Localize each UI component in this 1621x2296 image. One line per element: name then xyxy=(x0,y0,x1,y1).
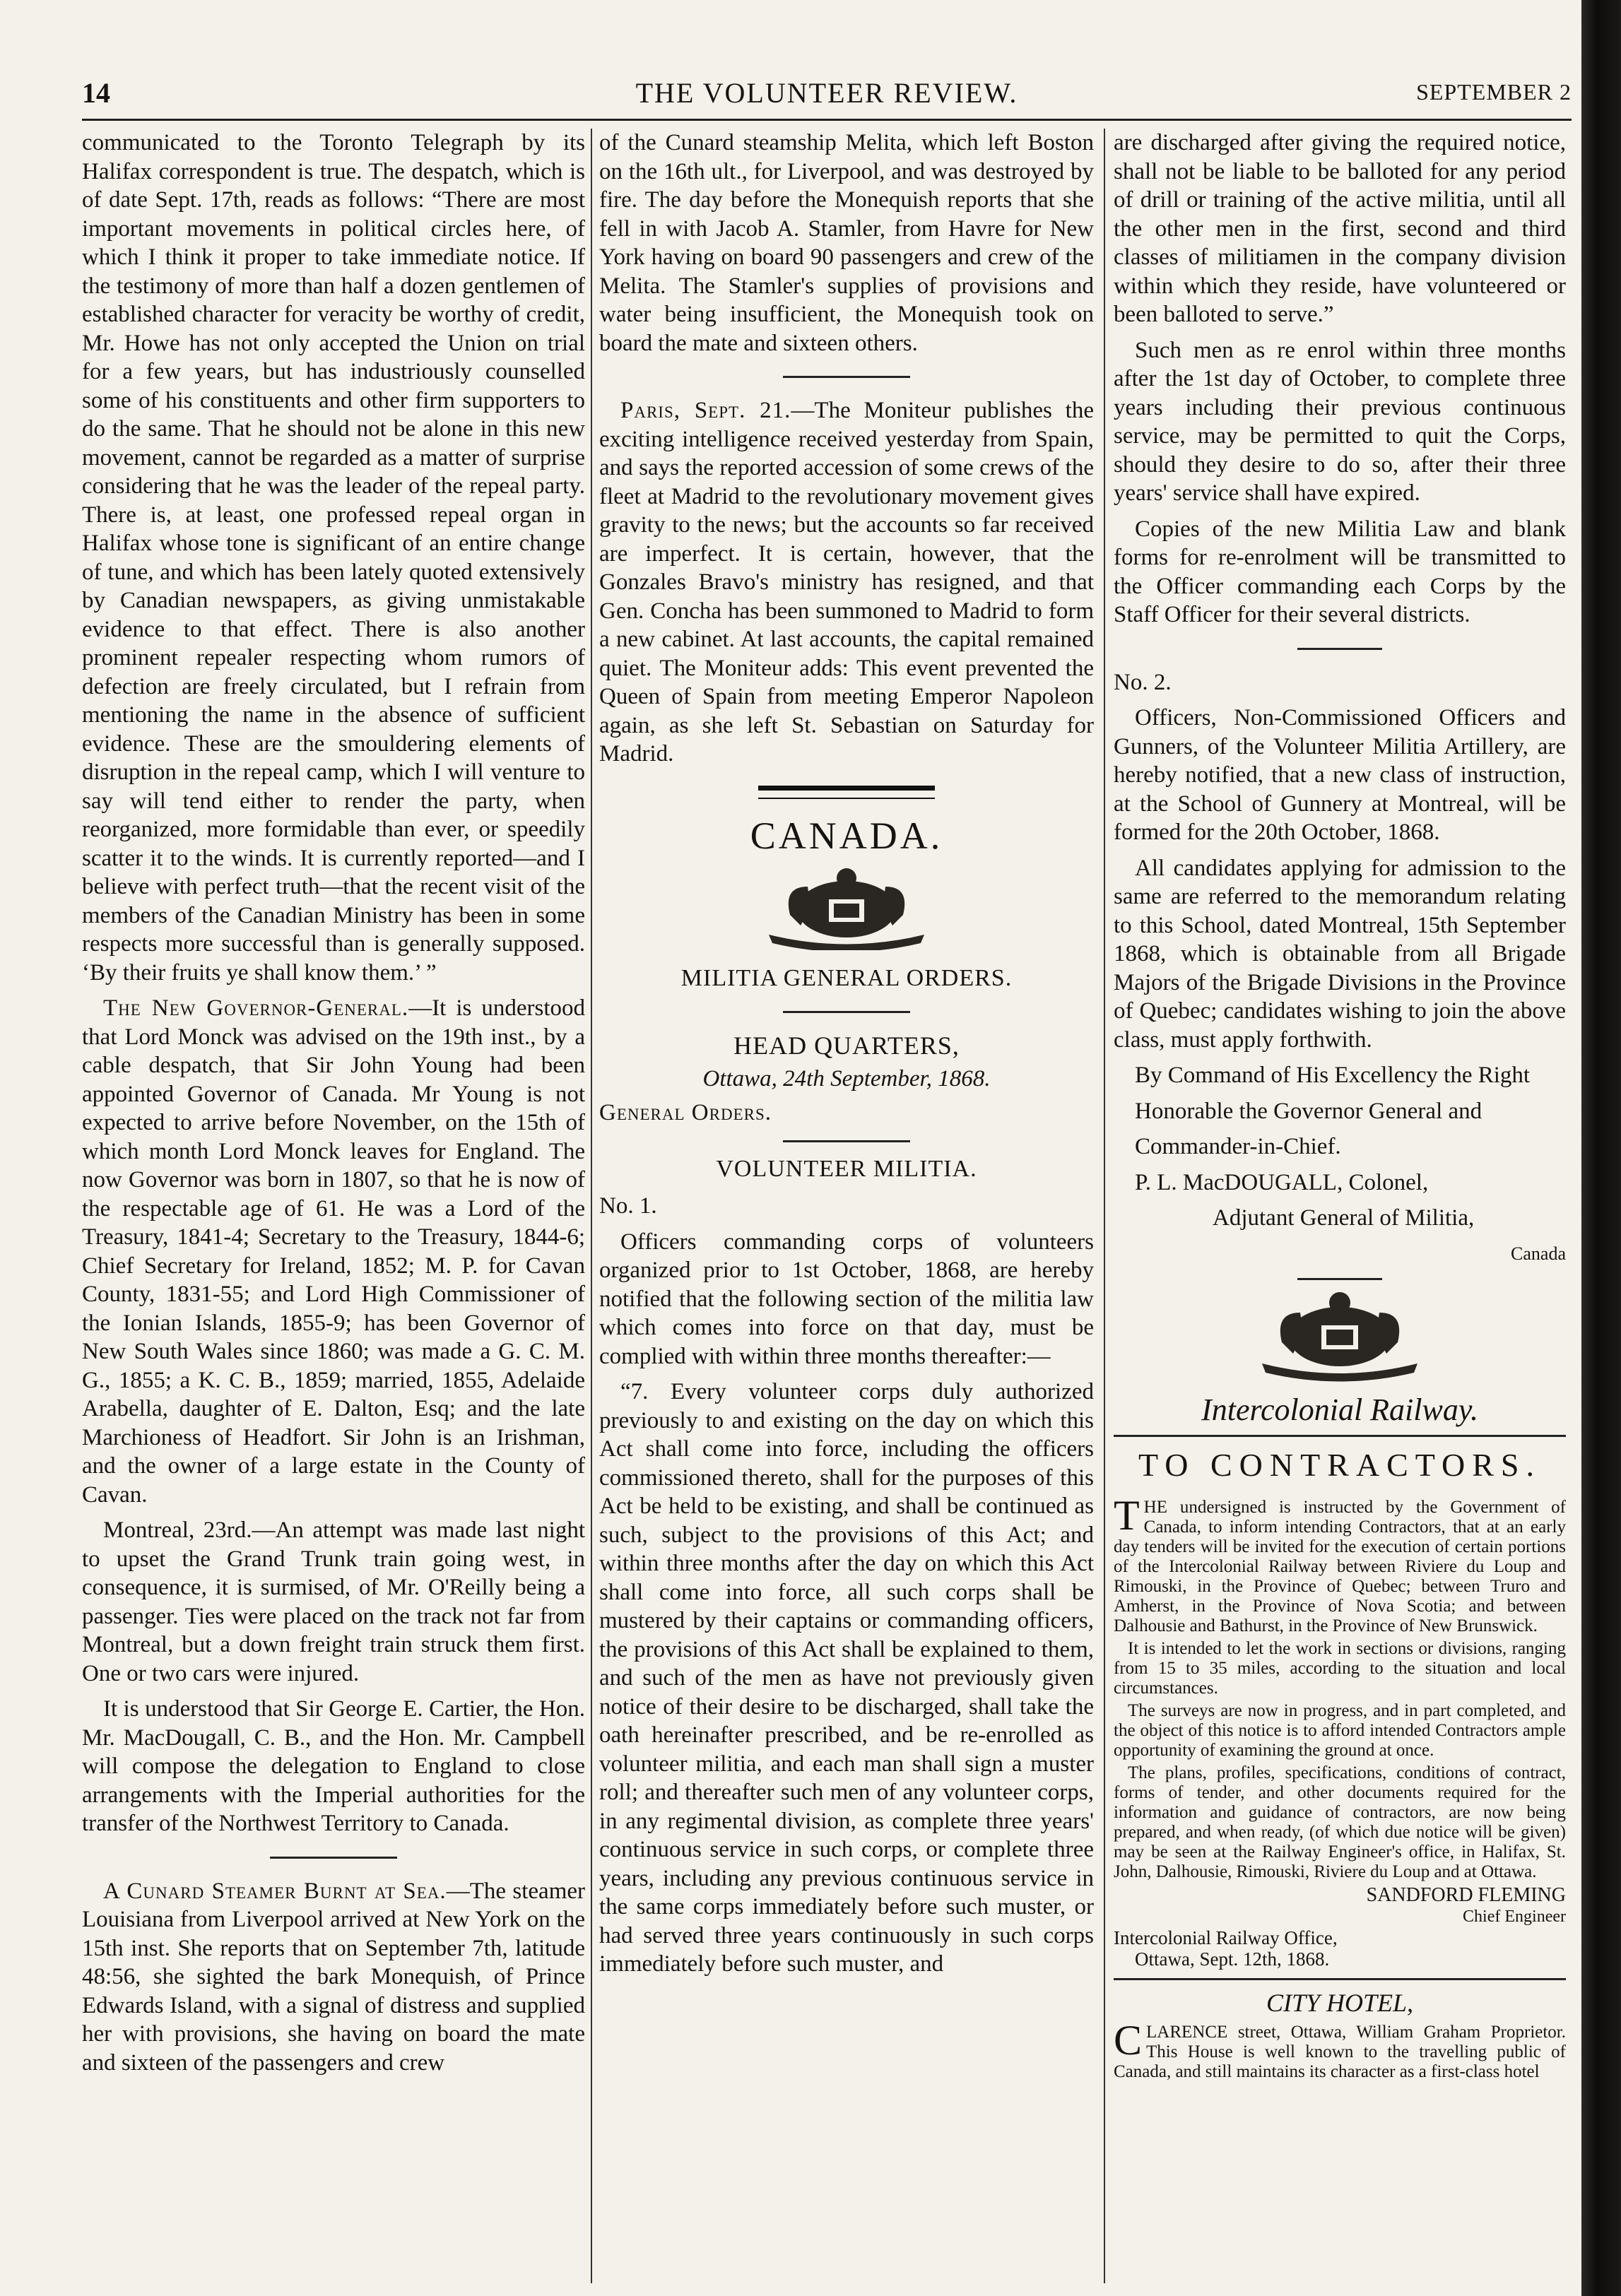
ad-office-line: Intercolonial Railway Office, xyxy=(1114,1927,1338,1948)
royal-arms-crest-icon xyxy=(1234,1290,1446,1382)
section-rule xyxy=(270,1857,397,1859)
railway-advertisement xyxy=(1114,1491,1566,1882)
section-rule xyxy=(1297,1278,1382,1280)
signature-line: By Command of His Excellency the Right xyxy=(1135,1063,1531,1088)
section-rule-thin xyxy=(758,798,935,799)
hotel-advertisement xyxy=(1114,2017,1566,2082)
section-rule-thick xyxy=(758,786,935,791)
header-rule xyxy=(82,119,1572,121)
ad-paragraph: It is intended to let the work in sections or divisions, ranging from 15 to 35 miles, according to the situation and local circumstances. xyxy=(1114,1638,1566,1698)
ad-paragraph: HE undersigned is instructed by the Government of Canada, to inform intending Contractors, that at an early day tenders will be invited for the execution of certain portions of the Intercolonial Railway between Riviere du Loup and Rimouski, in the Province of Quebec; between Truro and Amherst, in the Province of Nova Scotia; and between Dalhousie and Bathurst, in the Province of New Brunswick. xyxy=(1114,1497,1566,1635)
article-paragraph: It is understood that Sir George E. Cartier, the Hon. Mr. MacDougall, C. B., and the Hon. Mr. Campbell will compose the delegation to England to close arrangements with the Imperial authorities for the transfer of the Northwest Territory to Canada. xyxy=(82,1696,585,1836)
article-lead: A Cunard Steamer Burnt at Sea. xyxy=(103,1878,447,1904)
article-paragraph xyxy=(82,994,585,1509)
contractors-heading: TO CONTRACTORS. xyxy=(1138,1446,1542,1483)
orders-heading: MILITIA GENERAL ORDERS. xyxy=(680,964,1013,991)
ad-signature: SANDFORD FLEMING xyxy=(1366,1883,1566,1906)
article-lead: The New Governor-General. xyxy=(103,995,409,1021)
hotel-heading: CITY HOTEL, xyxy=(1266,1988,1414,2017)
article-paragraph: Such men as re enrol within three months after the 1st day of October, to complete three years including their previous continuous service, may be permitted to quit the Corps, should they desire to do so, after their three years' service shall have expired. xyxy=(1114,337,1566,506)
article-text: —It is understood that Lord Monck was advised on the 19th inst., by a cable despatch, that Sir John Young had been appointed Governor of Canada. Mr Young is not expected to arrive before November, on the 15th of which month Lord Monck leaves for England. The now Governor was born in 1807, so that he is now of the respectable age of 61. He was a Lord of the Treasury, 1841-4; Secretary to the Treasury, 1844-6; Chief Secretary for Ireland, 1852; M. P. for Cavan County, 1831-55; and Lord High Commissioner of the Ionian Islands, 1855-9; has been Governor of New South Wales since 1860; was made a G. C. M. G., 1855; a K. C. B., 1859; married, 1855, Adelaide Arabella, daughter of E. Dalton, Esq; and the late Marchioness of Headfort. Sir John is an Irishman, and the owner of a large estate in the County of Cavan. xyxy=(82,995,585,1508)
order-number: No. 2. xyxy=(1114,669,1172,695)
ad-rule xyxy=(1114,1978,1566,1980)
railway-heading: Intercolonial Railway. xyxy=(1201,1392,1478,1427)
order-number: No. 1. xyxy=(599,1193,657,1219)
article-paragraph xyxy=(82,1877,585,2078)
column-2 xyxy=(599,129,1094,2283)
article-lead: Paris, Sept. 21. xyxy=(620,398,791,423)
article-paragraph xyxy=(599,396,1094,769)
article-paragraph: Copies of the new Militia Law and blank forms for re-enrolment will be transmitted to the Officer commanding each Corps by the Staff Officer for their several districts. xyxy=(1114,516,1566,627)
header-date: SEPTEMBER 2 xyxy=(1416,79,1572,105)
section-rule xyxy=(783,1011,910,1013)
ad-paragraph: The surveys are now in progress, and in part completed, and the object of this notice is to afford intended Contractors ample opportunity of examining the ground at once. xyxy=(1114,1700,1566,1760)
drop-cap: T xyxy=(1114,1491,1140,1539)
article-paragraph: Officers commanding corps of volunteers organized prior to 1st October, 1868, are hereby notified that the following section of the militia law which comes into force on that day, must be complied with within three months thereafter:— xyxy=(599,1229,1094,1369)
ad-office-date: Ottawa, Sept. 12th, 1868. xyxy=(1135,1948,1330,1970)
article-text: —The steamer Louisiana from Liverpool arrived at New York on the 15th inst. She reports that on September 7th, latitude 48:56, she sighted the bark Monequish, of Prince Edwards Island, with a signal of distress and supplied her with provisions, she having on board the mate and sixteen of the passengers and crew xyxy=(82,1878,585,2076)
page-header xyxy=(82,76,1572,119)
page-number: 14 xyxy=(82,77,110,109)
page-binding-edge xyxy=(1581,0,1621,2296)
masthead-title: THE VOLUNTEER REVIEW. xyxy=(635,77,1018,109)
article-paragraph: are discharged after giving the required notice, shall not be liable to be balloted for any period of drill or training of the active militia, until all the other men in the first, second and third classes of militiamen in the company division within which they reside, have volunteered or been balloted to serve.” xyxy=(1114,130,1566,327)
section-rule xyxy=(1297,648,1382,650)
article-paragraph: “7. Every volunteer corps duly authorized previously to and existing on the day on which this Act shall come into force, including the officers commissioned thereto, shall for the purposes of this Act be held to be existing, and shall be continued as such, subject to the provisions of this Act; and within three months after the day on which this Act shall come into force, all such corps shall be mustered by their captains or commanding officers, the provisions of this Act shall be explained to them, and such of the men as have not previously given notice of their desire to be discharged, shall take the oath hereinafter prescribed, and be re-enrolled as volunteer militia, and each man shall sign a muster roll; and thereafter such men of any volunteer corps, in any regimental division, as complete three years' continuous service in such corps, or complete three years, including any previous continuous service in the same corps immediately before such muster, or had served three years continuously in such corps immediately before such muster, and xyxy=(599,1379,1094,1977)
section-title: CANADA. xyxy=(750,814,943,857)
article-paragraph: communicated to the Toronto Telegraph by its Halifax correspondent is true. The despatch, which is of date Sept. 17th, reads as follows: “There are most important movements in political circles here, of which I think it proper to take immediate notice. If the testimony of more than half a dozen gentlemen of established character for veracity be worthy of credit, Mr. Howe has not only accepted the Union on trial for a few years, but has industriously counselled some of his constituents and other firm supporters to do the same. That he should not be alone in this new movement, cannot be regarded as a matter of surprise considering that he was the leader of the repeal party. There is, at least, one professed repeal organ in Halifax whose tone is significant of an entire change of tune, and which has been lately quoted extensively by Canadian newspapers, as giving unmistakable evidence to that effect. There is also another prominent repealer respecting whom rumors of defection are freely circulated, but I refrain from mentioning the name in the absence of sufficient evidence. These are the smouldering elements of disruption in the repeal camp, which I will venture to say will tend either to render the party, when reorganized, more formidable than ever, or speedily scatter it to the winds. It is currently reported—and I believe with perfect truth—that the recent visit of the members of the Canadian Ministry has been in some respects more successful than is generally supposed. ‘By their fruits ye shall know them.’ ” xyxy=(82,130,585,986)
ad-signature-title: Chief Engineer xyxy=(1463,1907,1566,1926)
ad-rule xyxy=(1114,1435,1566,1437)
general-orders-label: General Orders. xyxy=(599,1100,772,1125)
article-paragraph: Officers, Non-Commissioned Officers and Gunners, of the Volunteer Militia Artillery, are hereby notified, that a new class of instruction, at the School of Gunnery at Montreal, will be formed for the 20th October, 1868. xyxy=(1114,705,1566,845)
article-paragraph: of the Cunard steamship Melita, which left Boston on the 16th ult., for Liverpool, and was destroyed by fire. The day before the Monequish reports that she fell in with Jacob A. Stamler, from Havre for New York having on board 90 passengers and crew of the Melita. The Stamler's supplies of provisions and water being insufficient, the Monequish took on board the mate and sixteen others. xyxy=(599,130,1094,356)
article-paragraph: All candidates applying for admission to the same are referred to the memorandum relating to this School, dated Montreal, 15th September 1868, which is obtainable from all Brigade Majors of the Brigade Divisions in the Province of Quebec; candidates wishing to join the above class, must apply forthwith. xyxy=(1114,855,1566,1053)
column-1 xyxy=(82,129,585,2283)
article-paragraph: Montreal, 23rd.—An attempt was made last night to upset the Grand Trunk train going west, in consequence, it is surmised, of Mr. O'Reilly being a passenger. Ties were placed on the track not far from Montreal, but a down freight train struck them first. One or two cars were injured. xyxy=(82,1517,585,1686)
column-3 xyxy=(1114,129,1566,2283)
column-divider xyxy=(1104,129,1105,2283)
signature-title: Adjutant General of Militia, xyxy=(1213,1205,1475,1231)
section-rule xyxy=(783,376,910,378)
signature-name: P. L. MacDOUGALL, Colonel, xyxy=(1135,1169,1429,1195)
dateline: Ottawa, 24th September, 1868. xyxy=(702,1065,991,1091)
drop-cap: C xyxy=(1114,2017,1143,2064)
signature-country: Canada xyxy=(1511,1243,1566,1264)
ad-paragraph: The plans, profiles, specifications, conditions of contract, forms of tender, and other documents required for the information and guidance of contractors, are now being prepared, and when ready, (of which due notice will be given) may be seen at the Railway Engineer's office, in Halifax, St. John, Dalhousie, Rimouski, Riviere du Loup and at Ottawa. xyxy=(1114,1763,1566,1881)
royal-arms-crest-icon xyxy=(741,865,953,950)
article-text: —The Moniteur publishes the exciting intelligence received yesterday from Spain, and says the reported accession of some crews of the fleet at Madrid to the revolutionary movement gives gravity to the news; but the accounts so far received are imperfect. It is certain, however, that the Gonzales Bravo's ministry has resigned, and that Gen. Concha has been summoned to Madrid to form a new cabinet. At last accounts, the capital remained quiet. The Moniteur adds: This event prevented the Queen of Spain from meeting Emperor Napoleon again, as she left St. Sebastian on Saturday for Madrid. xyxy=(599,398,1094,767)
signature-line: Honorable the Governor General and xyxy=(1135,1098,1483,1124)
signature-line: Commander-in-Chief. xyxy=(1135,1134,1341,1159)
headquarters-heading: HEAD QUARTERS, xyxy=(733,1031,960,1060)
volunteer-militia-heading: VOLUNTEER MILITIA. xyxy=(716,1155,977,1182)
ad-paragraph: LARENCE street, Ottawa, William Graham Proprietor. This House is well known to the travelling public of Canada, and still maintains its character as a first-class hotel xyxy=(1114,2023,1566,2081)
section-rule xyxy=(783,1140,910,1142)
column-divider xyxy=(591,129,592,2283)
